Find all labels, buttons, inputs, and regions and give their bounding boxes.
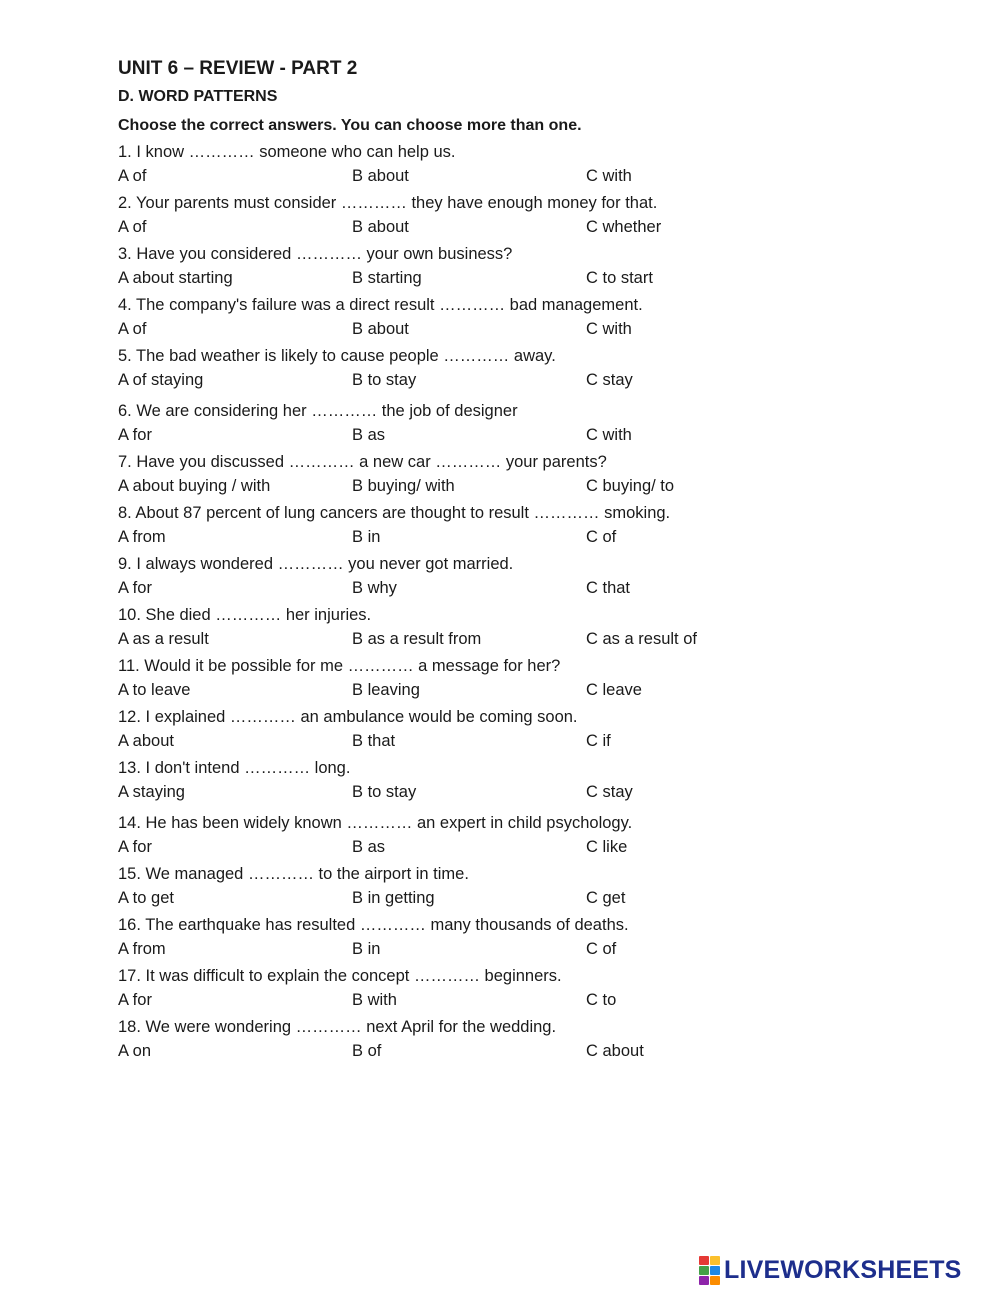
answer-option-c[interactable]: C that <box>586 579 631 597</box>
answer-option-c[interactable]: C stay <box>586 783 633 801</box>
question-text: 12. I explained ………… an ambulance would be coming soon. <box>118 708 578 726</box>
answer-option-b[interactable]: B about <box>352 167 409 185</box>
answer-option-c[interactable]: C like <box>586 838 628 856</box>
question-text: 8. About 87 percent of lung cancers are thought to result ………… smoking. <box>118 504 671 522</box>
answer-options <box>118 423 818 450</box>
answer-option-b[interactable]: B as <box>352 426 386 444</box>
answer-option-c[interactable]: C with <box>586 167 632 185</box>
answer-options <box>118 474 818 501</box>
logo-square <box>710 1266 720 1275</box>
answer-option-b[interactable]: B as a result from <box>352 630 482 648</box>
answer-option-a[interactable]: A about buying / with <box>118 477 271 495</box>
logo-square <box>699 1256 709 1265</box>
answer-options <box>118 368 818 399</box>
question-item <box>118 603 818 654</box>
question-text: 7. Have you discussed ………… a new car ………… your parents? <box>118 453 607 471</box>
section-heading: D. WORD PATTERNS <box>118 88 278 105</box>
question-item <box>118 344 818 399</box>
answer-option-b[interactable]: B that <box>352 732 396 750</box>
answer-option-c[interactable]: C with <box>586 320 632 338</box>
answer-option-c[interactable]: C to <box>586 991 617 1009</box>
answer-option-a[interactable]: A for <box>118 579 152 597</box>
answer-option-b[interactable]: B as <box>352 838 386 856</box>
question-item <box>118 705 818 756</box>
answer-option-a[interactable]: A for <box>118 426 152 444</box>
answer-option-b[interactable]: B buying/ with <box>352 477 455 495</box>
answer-option-c[interactable]: C with <box>586 426 632 444</box>
liveworksheets-logo <box>699 1256 962 1284</box>
answer-option-c[interactable]: C buying/ to <box>586 477 675 495</box>
answer-options <box>118 266 818 293</box>
answer-option-c[interactable]: C as a result of <box>586 630 697 648</box>
logo-square <box>710 1256 720 1265</box>
question-item <box>118 654 818 705</box>
answer-options <box>118 886 818 913</box>
answer-option-c[interactable]: C if <box>586 732 611 750</box>
answer-option-c[interactable]: C get <box>586 889 626 907</box>
question-item <box>118 811 818 862</box>
answer-options <box>118 729 818 756</box>
answer-option-c[interactable]: C stay <box>586 371 633 389</box>
answer-options <box>118 937 818 964</box>
question-item <box>118 756 818 811</box>
answer-option-c[interactable]: C of <box>586 940 617 958</box>
answer-option-b[interactable]: B in <box>352 528 381 546</box>
logo-square <box>699 1276 709 1285</box>
logo-mark-icon <box>699 1256 720 1285</box>
question-text: 18. We were wondering ………… next April for the wedding. <box>118 1018 557 1036</box>
answer-options <box>118 678 818 705</box>
question-text: 5. The bad weather is likely to cause people ………… away. <box>118 347 556 365</box>
question-item <box>118 242 818 293</box>
question-text: 15. We managed ………… to the airport in time. <box>118 865 469 883</box>
answer-option-c[interactable]: C about <box>586 1042 644 1060</box>
question-text: 11. Would it be possible for me ………… a message for her? <box>118 657 561 675</box>
brand-name: LIVEWORKSHEETS <box>724 1255 962 1284</box>
question-item <box>118 964 818 1015</box>
answer-option-a[interactable]: A from <box>118 528 166 546</box>
answer-option-a[interactable]: A on <box>118 1042 152 1060</box>
question-item <box>118 862 818 913</box>
answer-option-b[interactable]: B in getting <box>352 889 435 907</box>
answer-option-b[interactable]: B about <box>352 218 409 236</box>
answer-option-a[interactable]: A to get <box>118 889 174 907</box>
question-text: 10. She died ………… her injuries. <box>118 606 372 624</box>
question-text: 3. Have you considered ………… your own business? <box>118 245 513 263</box>
answer-options <box>118 627 818 654</box>
answer-option-a[interactable]: A about starting <box>118 269 233 287</box>
answer-options <box>118 988 818 1015</box>
question-text: 6. We are considering her ………… the job of designer <box>118 402 518 420</box>
logo-square <box>710 1276 720 1285</box>
answer-option-a[interactable]: A for <box>118 838 152 856</box>
answer-option-b[interactable]: B in <box>352 940 381 958</box>
answer-option-b[interactable]: B leaving <box>352 681 420 699</box>
logo-square <box>699 1266 709 1275</box>
answer-option-a[interactable]: A staying <box>118 783 185 801</box>
answer-options <box>118 576 818 603</box>
question-text: 16. The earthquake has resulted ………… many thousands of deaths. <box>118 916 629 934</box>
question-text: 13. I don't intend ………… long. <box>118 759 351 777</box>
question-list <box>118 140 818 1066</box>
answer-options <box>118 835 818 862</box>
answer-options <box>118 317 818 344</box>
answer-option-b[interactable]: B to stay <box>352 371 417 389</box>
answer-option-c[interactable]: C to start <box>586 269 653 287</box>
question-text: 4. The company's failure was a direct result ………… bad management. <box>118 296 643 314</box>
question-text: 17. It was difficult to explain the concept ………… beginners. <box>118 967 562 985</box>
answer-option-a[interactable]: A to leave <box>118 681 191 699</box>
question-text: 14. He has been widely known ………… an expert in child psychology. <box>118 814 633 832</box>
instructions: Choose the correct answers. You can choose more than one. <box>118 117 582 134</box>
answer-option-a[interactable]: A for <box>118 991 152 1009</box>
answer-option-a[interactable]: A as a result <box>118 630 209 648</box>
question-text: 9. I always wondered ………… you never got married. <box>118 555 514 573</box>
answer-options <box>118 164 818 191</box>
answer-option-c[interactable]: C whether <box>586 218 662 236</box>
answer-options <box>118 1039 818 1066</box>
question-item <box>118 399 818 450</box>
answer-option-b[interactable]: B why <box>352 579 397 597</box>
worksheet-title: UNIT 6 – REVIEW - PART 2 <box>118 58 358 79</box>
question-item <box>118 552 818 603</box>
question-item <box>118 450 818 501</box>
question-item <box>118 913 818 964</box>
answer-option-a[interactable]: A of staying <box>118 371 204 389</box>
question-item <box>118 191 818 242</box>
answer-option-b[interactable]: B starting <box>352 269 422 287</box>
question-item <box>118 293 818 344</box>
answer-options <box>118 525 818 552</box>
answer-option-a[interactable]: A of <box>118 320 147 338</box>
answer-options <box>118 780 818 811</box>
answer-options <box>118 215 818 242</box>
answer-option-a[interactable]: A of <box>118 218 147 236</box>
question-text: 1. I know ………… someone who can help us. <box>118 143 456 161</box>
answer-option-c[interactable]: C leave <box>586 681 642 699</box>
answer-option-c[interactable]: C of <box>586 528 617 546</box>
answer-option-a[interactable]: A about <box>118 732 174 750</box>
answer-option-b[interactable]: B with <box>352 991 397 1009</box>
answer-option-b[interactable]: B to stay <box>352 783 417 801</box>
question-item <box>118 1015 818 1066</box>
answer-option-b[interactable]: B about <box>352 320 409 338</box>
question-text: 2. Your parents must consider ………… they have enough money for that. <box>118 194 658 212</box>
worksheet <box>118 56 818 1066</box>
question-item <box>118 501 818 552</box>
answer-option-a[interactable]: A from <box>118 940 166 958</box>
answer-option-b[interactable]: B of <box>352 1042 382 1060</box>
answer-option-a[interactable]: A of <box>118 167 147 185</box>
question-item <box>118 140 818 191</box>
